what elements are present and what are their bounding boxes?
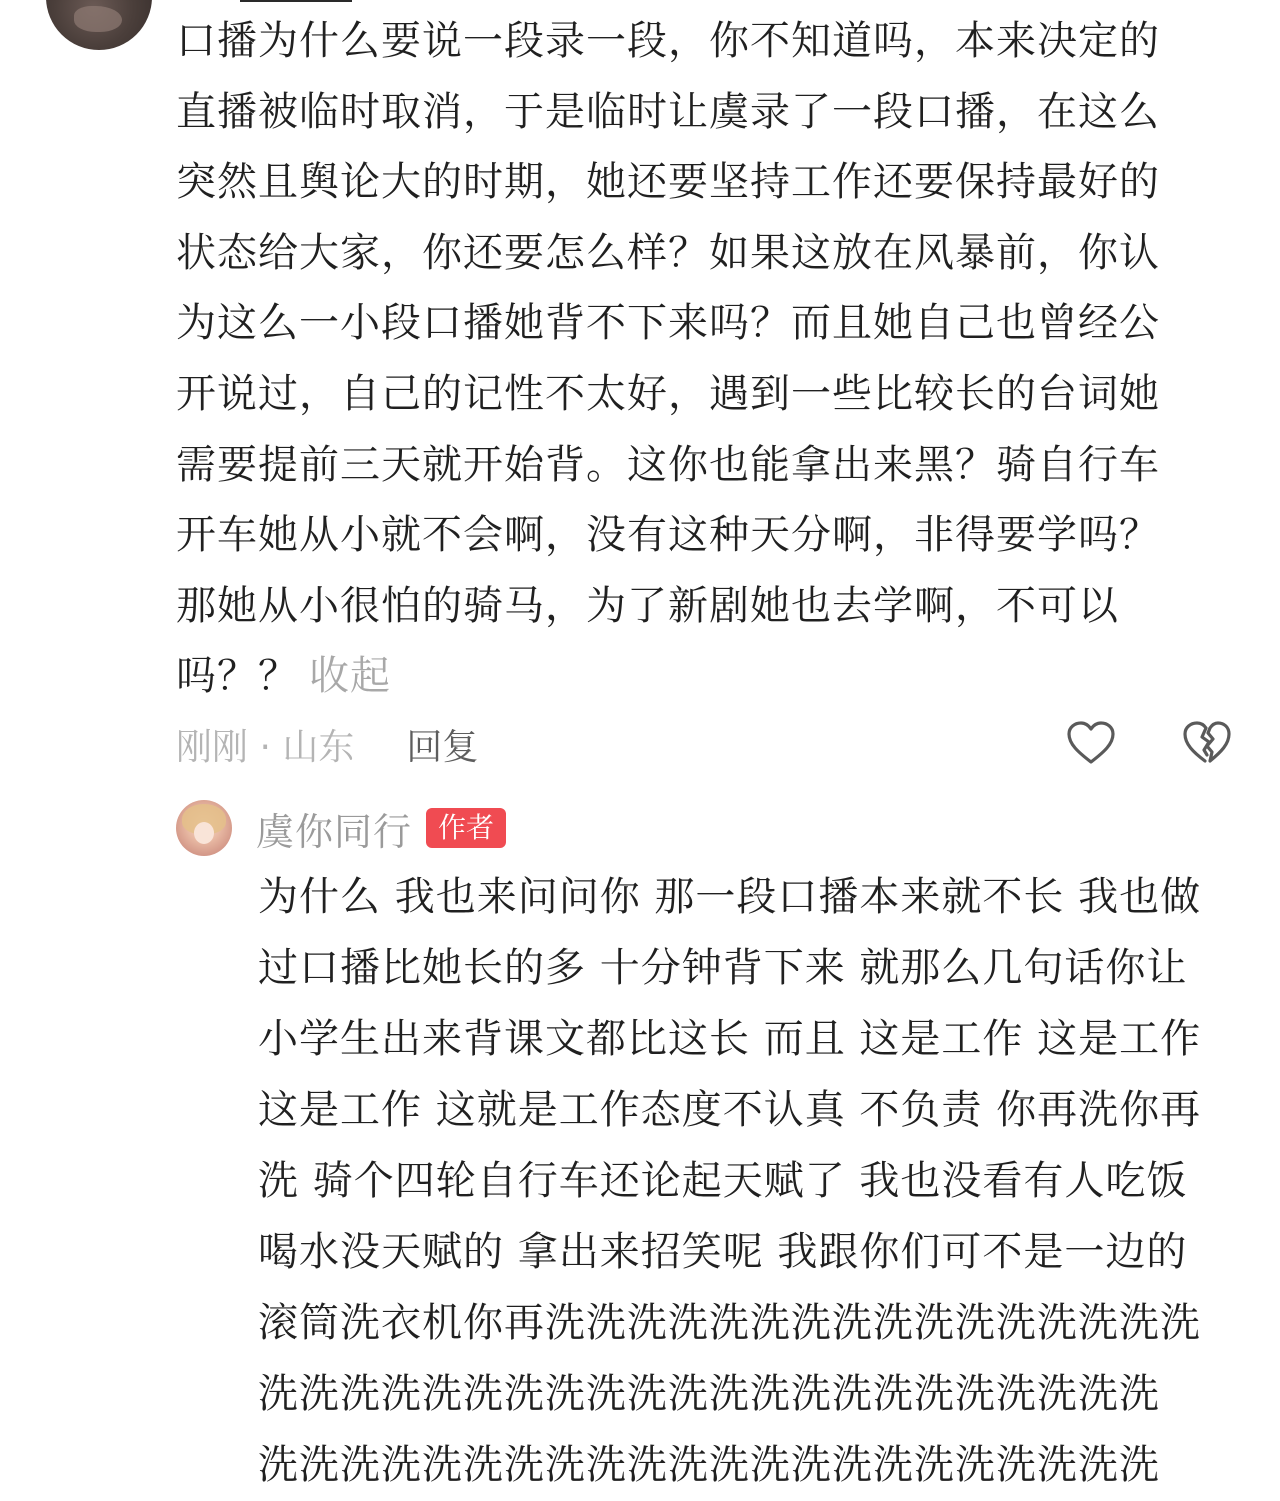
author-badge: 作者 [426,808,506,848]
top-divider-fragment [240,0,352,2]
commenter-avatar[interactable] [46,0,152,50]
reply-header [256,800,506,856]
reply-button[interactable]: 回复 [406,726,479,768]
broken-heart-outline-icon[interactable] [1182,720,1232,766]
heart-outline-icon[interactable] [1066,720,1116,766]
comment-meta [176,716,478,772]
comment-text: 口播为什么要说一段录一段，你不知道吗，本来决定的 直播被临时取消，于是临时让虞录了一段口播，在这么 突然且舆论大的时期，她还要坚持工作还要保持最好的 状态给大家，你还要怎么样？如果这放在风暴前，你认 为这么一小段口播她背不下来吗？而且她自己也曾经公 开说过，自己的记性不太好，遇到一些比较长的台词她 需要提前三天就开始背。这你也能拿出来黑？骑自行车 开车她从小就不会啊，没有这种天分啊，非得要学吗？ 那她从小很怕的骑马，为了新剧她也去学啊，不可以 吗？？ [176,18,1160,700]
reply-body: 为什么 我也来问问你 那一段口播本来就不长 我也做 过口播比她长的多 十分钟背下来 就那么几句话你让 小学生出来背课文都比这长 而且 这是工作 这是工作 这是工作 这就是工作态度不认真 不负责 你再洗你再 洗 骑个四轮自行车还论起天赋了 我也没看有人吃饭 喝水没天赋的 拿出来招笑呢 我跟你们可不是一边的 滚筒洗衣机你再洗洗洗洗洗洗洗洗洗洗洗洗洗洗洗洗 洗洗洗洗洗洗洗洗洗洗洗洗洗洗洗洗洗洗洗洗洗洗 洗洗洗洗洗洗洗洗洗洗洗洗洗洗洗洗洗洗洗洗洗洗 [258,874,1202,1488]
collapse-button[interactable]: 收起 [309,653,391,700]
comment-time-location: 刚刚 · 山东 [176,726,355,768]
comment-body [176,6,1216,712]
reply-username[interactable]: 虞你同行 [256,809,413,854]
reply-author-avatar[interactable] [176,800,232,856]
